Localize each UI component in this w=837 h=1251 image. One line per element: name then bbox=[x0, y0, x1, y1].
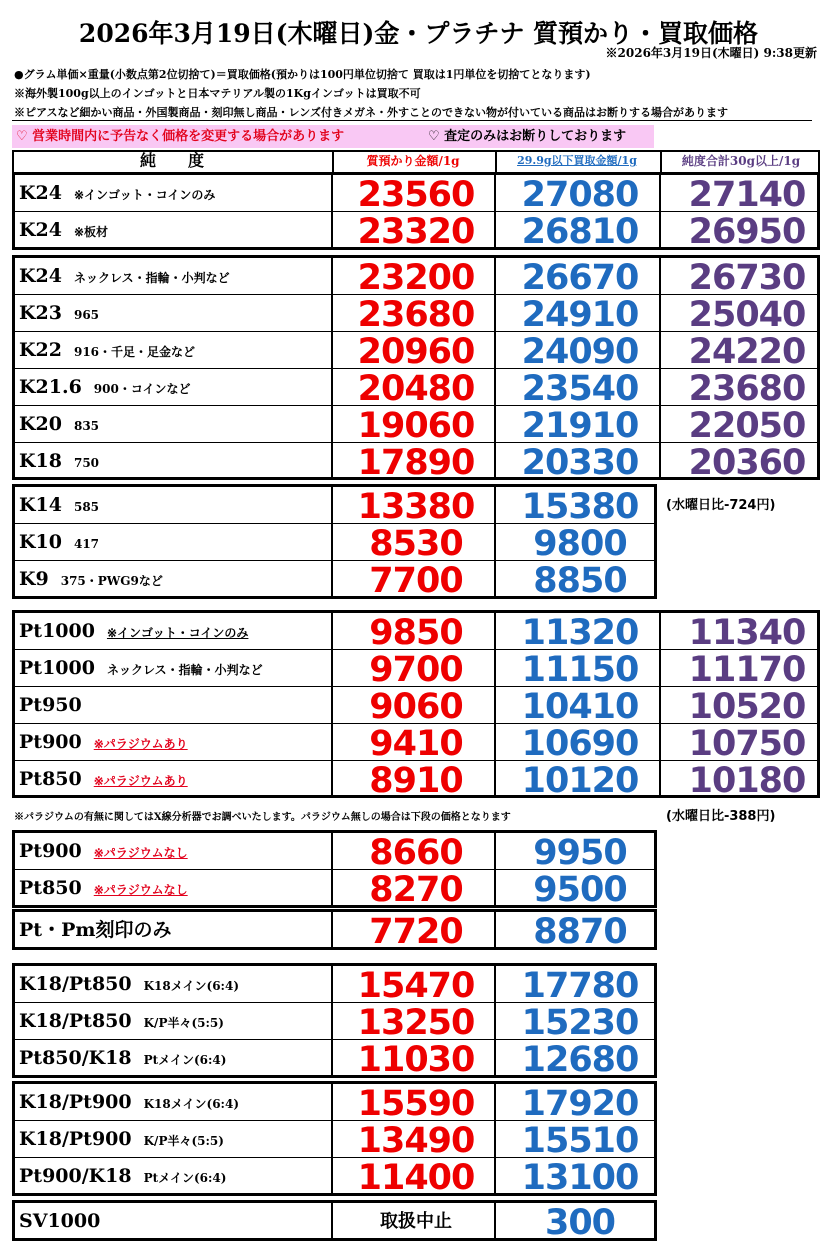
section-gold-ingot bbox=[12, 172, 820, 250]
purity-note: ネックレス・指輪・小判など bbox=[106, 663, 263, 677]
buy-small-price: 11150 bbox=[521, 650, 639, 690]
purity-name: K22 bbox=[19, 339, 62, 361]
pawn-price: 9700 bbox=[369, 650, 463, 690]
warning-bar bbox=[12, 125, 654, 148]
buy-small-price: 9950 bbox=[533, 833, 627, 873]
buy-large-price: 11340 bbox=[688, 613, 806, 653]
table-row bbox=[15, 687, 817, 727]
table-row bbox=[15, 1084, 654, 1124]
purity-name: Pt900/K18 bbox=[19, 1165, 132, 1187]
table-row bbox=[15, 212, 817, 252]
note-refusal: ※ピアスなど細かい商品・外国製商品・刻印無し商品・レンズ付きメガネ・外すことのできない物が付いている商品はお断りする場合があります bbox=[14, 106, 728, 119]
purity-note: ※パラジウムなし bbox=[93, 846, 188, 860]
buy-large-price: 27140 bbox=[688, 175, 806, 215]
table-row bbox=[15, 332, 817, 372]
pawn-price: 7700 bbox=[369, 561, 463, 601]
buy-small-price: 15510 bbox=[521, 1121, 639, 1161]
purity-name: K18 bbox=[19, 450, 62, 472]
buy-small-price: 10690 bbox=[521, 724, 639, 764]
warning-no-appraisal: ♡ 査定のみはお断りしております bbox=[428, 129, 627, 144]
section-gold bbox=[12, 255, 820, 483]
buy-large-price: 22050 bbox=[688, 406, 806, 446]
purity-note: 417 bbox=[73, 537, 100, 551]
section-gold-low bbox=[12, 484, 657, 599]
purity-name: Pt950 bbox=[19, 694, 82, 716]
buy-large-price: 23680 bbox=[688, 369, 806, 409]
page-title: 2026年3月19日(木曜日)金・プラチナ 質預かり・買取価格 bbox=[78, 19, 759, 48]
table-row bbox=[15, 561, 654, 601]
buy-small-price: 17920 bbox=[521, 1084, 639, 1124]
buy-small-price: 300 bbox=[544, 1203, 616, 1243]
pawn-price: 9410 bbox=[369, 724, 463, 764]
purity-note: Ptメイン(6:4) bbox=[143, 1053, 227, 1067]
buy-small-price: 26810 bbox=[521, 212, 639, 252]
gold-change-note: (水曜日比-724円) bbox=[666, 498, 776, 513]
section-platinum-no-pd bbox=[12, 830, 657, 908]
purity-name: K23 bbox=[19, 302, 62, 324]
purity-note: K/P半々(5:5) bbox=[143, 1134, 224, 1148]
header-buy-large: 純度合計30g以上/1g bbox=[681, 154, 801, 168]
table-row bbox=[15, 1203, 654, 1243]
purity-name: K24 bbox=[19, 219, 62, 241]
pawn-price: 15590 bbox=[357, 1084, 475, 1124]
section-platinum bbox=[12, 610, 820, 801]
purity-name: K18/Pt850 bbox=[19, 1010, 132, 1032]
pawn-price: 13380 bbox=[357, 487, 475, 527]
purity-name: Pt1000 bbox=[19, 657, 95, 679]
table-row bbox=[15, 175, 817, 215]
pawn-suspended-label: 取扱中止 bbox=[380, 1211, 452, 1232]
pawn-price: 17890 bbox=[357, 443, 475, 483]
table-row bbox=[15, 487, 654, 527]
buy-small-price: 27080 bbox=[521, 175, 639, 215]
pawn-price: 9850 bbox=[369, 613, 463, 653]
table-row bbox=[15, 258, 817, 298]
purity-name: K14 bbox=[19, 494, 62, 516]
pawn-price: 23560 bbox=[357, 175, 475, 215]
table-row bbox=[15, 1121, 654, 1161]
purity-name: K18/Pt850 bbox=[19, 973, 132, 995]
table-row bbox=[15, 650, 817, 690]
updated-timestamp: ※2026年3月19日(木曜日) 9:38更新 bbox=[605, 46, 817, 60]
section-combo-850 bbox=[12, 963, 657, 1078]
pawn-price: 11030 bbox=[357, 1040, 475, 1080]
note-ingot: ※海外製100g以上のインゴットと日本マテリアル製の1Kgインゴットは買取不可 bbox=[14, 87, 421, 100]
buy-large-price: 10750 bbox=[688, 724, 806, 764]
pawn-price: 13250 bbox=[357, 1003, 475, 1043]
table-row bbox=[15, 966, 654, 1006]
pawn-price: 19060 bbox=[357, 406, 475, 446]
buy-small-price: 10120 bbox=[521, 761, 639, 801]
pawn-price: 8660 bbox=[369, 833, 463, 873]
buy-small-price: 8870 bbox=[533, 912, 627, 952]
pawn-price: 9060 bbox=[369, 687, 463, 727]
pawn-price: 23680 bbox=[357, 295, 475, 335]
header-buy-small: 29.9g以下買取金額/1g bbox=[517, 154, 637, 167]
pawn-price: 23320 bbox=[357, 212, 475, 252]
purity-name: K20 bbox=[19, 413, 62, 435]
pawn-price: 20480 bbox=[357, 369, 475, 409]
pawn-price: 8270 bbox=[369, 870, 463, 910]
table-row bbox=[15, 295, 817, 335]
pawn-price: 11400 bbox=[357, 1158, 475, 1198]
table-row bbox=[15, 524, 654, 564]
table-row bbox=[15, 369, 817, 409]
buy-large-price: 25040 bbox=[688, 295, 806, 335]
purity-name: SV1000 bbox=[19, 1210, 101, 1232]
purity-note: 375・PWG9など bbox=[60, 574, 163, 588]
purity-name: Pt850 bbox=[19, 877, 82, 899]
buy-small-price: 20330 bbox=[521, 443, 639, 483]
purity-name: Pt900 bbox=[19, 731, 82, 753]
palladium-note: ※パラジウムの有無に関してはX線分析器でお調べいたします。パラジウム無しの場合は下段の価格となります bbox=[14, 812, 511, 823]
buy-small-price: 15380 bbox=[521, 487, 639, 527]
table-row bbox=[15, 724, 817, 764]
section-pt-pm bbox=[12, 909, 657, 950]
buy-small-price: 17780 bbox=[521, 966, 639, 1006]
purity-note: 750 bbox=[73, 456, 100, 470]
buy-small-price: 9800 bbox=[533, 524, 627, 564]
table-row bbox=[15, 870, 654, 910]
buy-small-price: 8850 bbox=[533, 561, 627, 601]
buy-small-price: 23540 bbox=[521, 369, 639, 409]
table-row bbox=[15, 833, 654, 873]
purity-name: Pt・Pm刻印のみ bbox=[19, 919, 172, 941]
buy-small-price: 12680 bbox=[521, 1040, 639, 1080]
purity-note: Ptメイン(6:4) bbox=[143, 1171, 227, 1185]
buy-small-price: 24910 bbox=[521, 295, 639, 335]
buy-small-price: 10410 bbox=[521, 687, 639, 727]
purity-note: ※パラジウムなし bbox=[93, 883, 188, 897]
buy-small-price: 21910 bbox=[521, 406, 639, 446]
purity-name: K9 bbox=[19, 568, 49, 590]
purity-note: ※インゴット・コインのみ bbox=[73, 188, 216, 202]
purity-name: Pt900 bbox=[19, 840, 82, 862]
purity-note: K18メイン(6:4) bbox=[143, 1097, 239, 1111]
purity-note: ※板材 bbox=[73, 225, 109, 239]
divider bbox=[12, 120, 812, 121]
buy-large-price: 24220 bbox=[688, 332, 806, 372]
table-row bbox=[15, 1003, 654, 1043]
purity-name: K24 bbox=[19, 182, 62, 204]
purity-note: ネックレス・指輪・小判など bbox=[73, 271, 230, 285]
warning-price-change: ♡ 営業時間内に予告なく価格を変更する場合があります bbox=[16, 129, 345, 144]
pawn-price: 15470 bbox=[357, 966, 475, 1006]
buy-large-price: 11170 bbox=[688, 650, 806, 690]
purity-name: K18/Pt900 bbox=[19, 1091, 132, 1113]
purity-note: 916・千足・足金など bbox=[73, 345, 196, 359]
purity-name: Pt1000 bbox=[19, 620, 95, 642]
purity-name: K10 bbox=[19, 531, 62, 553]
note-calculation: ●グラム単価×重量(小数点第2位切捨て)＝買取価格(預かりは100円単位切捨て 買取は1円単位を切捨てとなります) bbox=[14, 68, 591, 81]
purity-note: ※パラジウムあり bbox=[93, 774, 188, 788]
section-combo-900 bbox=[12, 1081, 657, 1196]
pawn-price: 8910 bbox=[369, 761, 463, 801]
buy-small-price: 26670 bbox=[521, 258, 639, 298]
platinum-change-note: (水曜日比-388円) bbox=[666, 809, 776, 824]
purity-name: K24 bbox=[19, 265, 62, 287]
purity-note: K18メイン(6:4) bbox=[143, 979, 239, 993]
purity-note: K/P半々(5:5) bbox=[143, 1016, 224, 1030]
pawn-price: 23200 bbox=[357, 258, 475, 298]
purity-note: 585 bbox=[73, 500, 100, 514]
table-row bbox=[15, 912, 654, 952]
purity-name: K21.6 bbox=[19, 376, 82, 398]
buy-small-price: 9500 bbox=[533, 870, 627, 910]
purity-name: Pt850 bbox=[19, 768, 82, 790]
table-row bbox=[15, 1040, 654, 1080]
purity-note: 965 bbox=[73, 308, 100, 322]
pawn-price: 13490 bbox=[357, 1121, 475, 1161]
purity-note: ※パラジウムあり bbox=[93, 737, 188, 751]
buy-large-price: 10520 bbox=[688, 687, 806, 727]
table-row bbox=[15, 1158, 654, 1198]
purity-note: 835 bbox=[73, 419, 100, 433]
purity-name: K18/Pt900 bbox=[19, 1128, 132, 1150]
table-row bbox=[15, 613, 817, 653]
section-silver bbox=[12, 1200, 657, 1241]
purity-note: 900・コインなど bbox=[93, 382, 191, 396]
buy-large-price: 26950 bbox=[688, 212, 806, 252]
purity-note: ※インゴット・コインのみ bbox=[106, 626, 249, 640]
pawn-price: 20960 bbox=[357, 332, 475, 372]
pawn-price: 8530 bbox=[369, 524, 463, 564]
buy-small-price: 11320 bbox=[521, 613, 639, 653]
header-purity: 純 度 bbox=[139, 151, 204, 170]
purity-name: Pt850/K18 bbox=[19, 1047, 132, 1069]
table-row bbox=[15, 443, 817, 483]
buy-large-price: 26730 bbox=[688, 258, 806, 298]
buy-large-price: 20360 bbox=[688, 443, 806, 483]
buy-small-price: 13100 bbox=[521, 1158, 639, 1198]
table-row bbox=[15, 761, 817, 801]
buy-small-price: 15230 bbox=[521, 1003, 639, 1043]
buy-small-price: 24090 bbox=[521, 332, 639, 372]
buy-large-price: 10180 bbox=[688, 761, 806, 801]
header-pawn: 質預かり金額/1g bbox=[366, 154, 460, 168]
table-row bbox=[15, 406, 817, 446]
pawn-price: 7720 bbox=[369, 912, 463, 952]
